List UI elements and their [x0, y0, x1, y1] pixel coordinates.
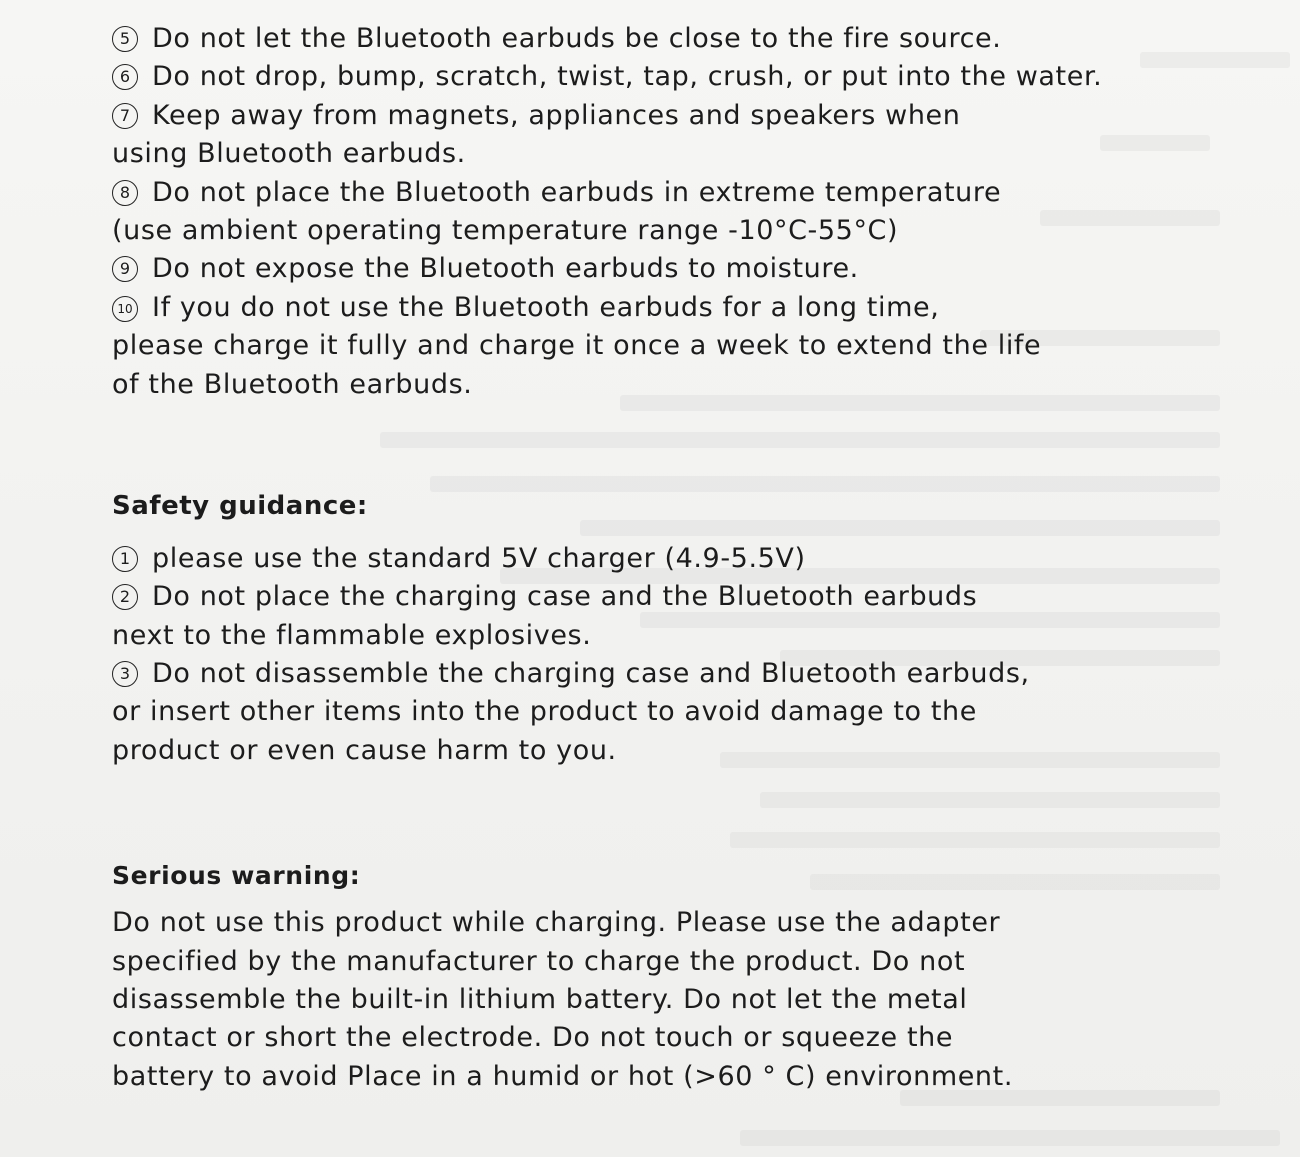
list-item-10	[112, 289, 1252, 327]
list-item-text: Do not drop, bump, scratch, twist, tap, crush, or put into the water.	[152, 61, 1103, 93]
circled-number: 3	[112, 661, 138, 687]
list-item-text: Keep away from magnets, appliances and speakers when	[152, 99, 961, 131]
list-item-6	[112, 58, 1252, 96]
safety-item-3-continued-2: product or even cause harm to you.	[112, 734, 617, 766]
manual-text	[112, 20, 1252, 1096]
safety-item-text: Do not place the charging case and the Bluetooth earbuds	[152, 581, 978, 613]
safety-item-text: Do not disassemble the charging case and Bluetooth earbuds,	[152, 658, 1030, 690]
safety-item-2-continued: next to the flammable explosives.	[112, 619, 592, 651]
circled-number: 1	[112, 546, 138, 572]
circled-number: 2	[112, 584, 138, 610]
list-item-text: Do not let the Bluetooth earbuds be close to the fire source.	[152, 23, 1002, 54]
warning-line: battery to avoid Place in a humid or hot (>60 ° C) environment.	[112, 1060, 1014, 1092]
warning-line: contact or short the electrode. Do not touch or squeeze the	[112, 1022, 954, 1054]
warning-line: Do not use this product while charging. Please use the adapter	[112, 907, 1001, 939]
circled-number: 10	[112, 296, 138, 322]
list-item-8	[112, 174, 1252, 212]
list-item-10-continued: please charge it fully and charge it once a week to extend the life	[112, 330, 1042, 362]
list-item-text: Do not place the Bluetooth earbuds in extreme temperature	[152, 176, 1002, 208]
list-item-7-continued: using Bluetooth earbuds.	[112, 138, 466, 170]
circled-number: 5	[112, 26, 138, 52]
list-item-5	[112, 20, 1252, 58]
list-item-9	[112, 250, 1252, 288]
safety-item-3-continued: or insert other items into the product to avoid damage to the	[112, 696, 977, 728]
circled-number: 6	[112, 64, 138, 90]
safety-guidance-heading: Safety guidance:	[112, 490, 368, 521]
list-item-7	[112, 97, 1252, 135]
list-item-text: Do not expose the Bluetooth earbuds to moisture.	[152, 253, 859, 285]
warning-line: specified by the manufacturer to charge the product. Do not	[112, 945, 966, 977]
safety-item-1	[112, 540, 1252, 578]
circled-number: 7	[112, 103, 138, 129]
safety-item-2	[112, 578, 1252, 616]
safety-item-text: please use the standard 5V charger (4.9-5.5V)	[152, 542, 806, 574]
warning-line: disassemble the built-in lithium battery. Do not let the metal	[112, 984, 968, 1016]
list-item-8-continued: (use ambient operating temperature range -10°C-55°C)	[112, 214, 899, 246]
circled-number: 8	[112, 180, 138, 206]
list-item-10-continued-2: of the Bluetooth earbuds.	[112, 368, 473, 400]
serious-warning-heading: Serious warning:	[112, 861, 361, 891]
safety-item-3	[112, 655, 1252, 693]
list-item-text: If you do not use the Bluetooth earbuds for a long time,	[152, 291, 940, 323]
circled-number: 9	[112, 256, 138, 282]
